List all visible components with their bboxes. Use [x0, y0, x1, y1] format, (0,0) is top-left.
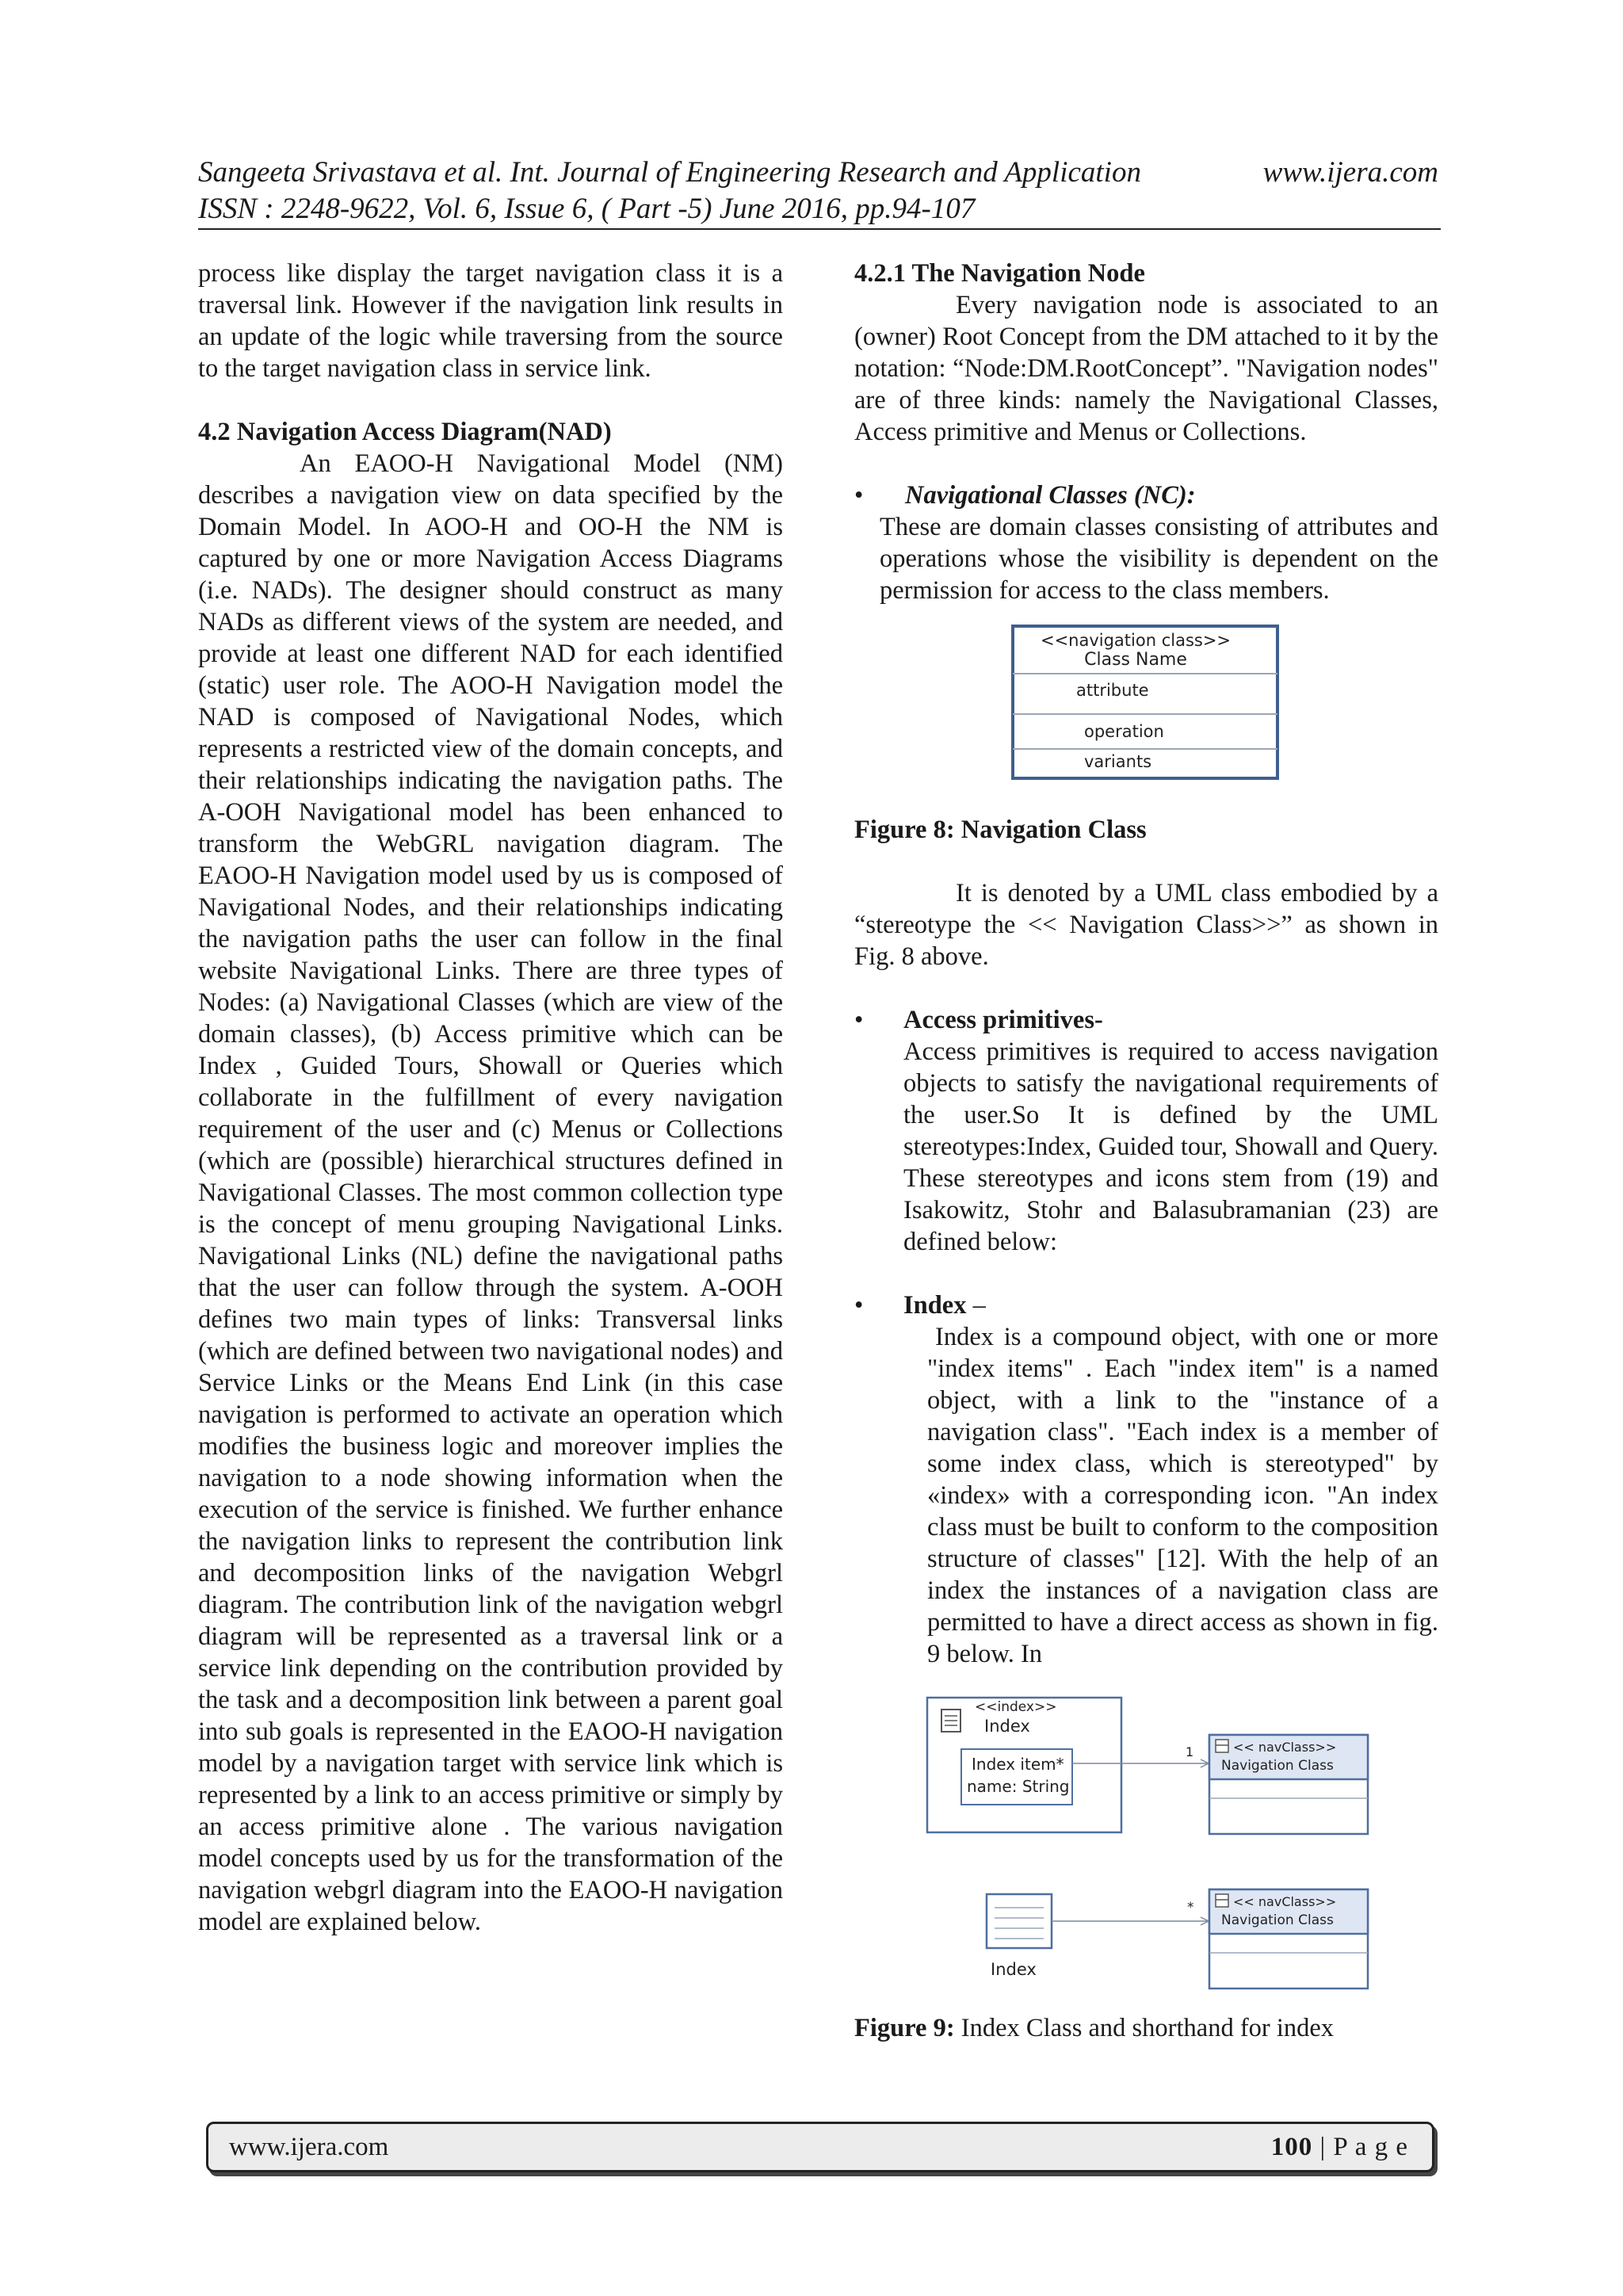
footer-page: [1271, 2133, 1408, 2162]
fig8-stereotype: <<navigation class>>: [1040, 631, 1232, 650]
nc-body: These are domain classes consisting of attributes and operations whose the visibility is dependent on the permission for access to the class members.: [880, 513, 1438, 605]
figure-9-caption-text: Index Class and shorthand for index: [954, 2014, 1335, 2042]
left-column: [198, 258, 783, 1938]
fig9-nav-stereotype-2: << navClass>>: [1233, 1894, 1337, 1909]
fig9-item-line1: Index item*: [972, 1755, 1064, 1774]
page-label: | P a g e: [1312, 2132, 1408, 2161]
page-number: 100: [1270, 2132, 1313, 2161]
fig8-attribute: attribute: [1076, 681, 1149, 700]
ap-title: Access primitives-: [903, 1006, 1103, 1034]
index-shorthand-icon: [987, 1894, 1052, 1948]
index-class-diagram: [854, 1686, 1438, 2012]
navigation-class-diagram: [854, 606, 1438, 814]
index-class-icon: [941, 1710, 960, 1732]
fig9-index-stereotype: <<index>>: [975, 1699, 1057, 1715]
bullet-icon: •: [854, 1291, 864, 1320]
list-item-navigational-classes: [854, 479, 1438, 511]
fig9-item-line2: name: String: [967, 1777, 1070, 1796]
index-body: Index is a compound object, with one or more "index items" . Each "index item" is a named object, with a link to the "instance of a navigation class". "Each index is a member of some index class, which is stereotyped" by «index» with a corresponding icon. "An index class must be built to conform to the composition structure of classes" [12]. With the help of an index the instances of a navigation class are permitted to have a direct access as shown in fig. 9 below. In: [927, 1323, 1438, 1668]
figure-8: [854, 606, 1438, 814]
header-rule: [198, 228, 1441, 230]
section-body: An EAOO-H Navigational Model (NM) describes a navigation view on data specified by the Domain Model. In AOO-H and OO-H the NM is captured by one or more Navigation Access Diagrams (i.e. NADs). The designer should construct as many NADs as different views of the system are needed, and provide at least one different NAD for each identified (static) user role. The AOO-H Navigation model the NAD is composed of Navigational Nodes, which represents a restricted view of the domain concepts, and their relationships indicating the navigation paths. The A-OOH Navigational model has been enhanced to transform the WebGRL navigation diagram. The EAOO-H Navigation model used by us is composed of Navigational Nodes, and their relationships indicating the navigation paths the user can follow in the final website Navigational Links. There are three types of Nodes: (a) Navigational Classes (which are view of the domain classes), (b) Access primitive which can be Index , Guided Tours, Showall or Queries which collaborate in the fulfillment of every navigation requirement of the user and (c) Menus or Collections (which are (possible) hierarchical structures defined in Navigational Classes. The most common collection type is the concept of menu grouping Navigational Links. Navigational Links (NL) define the navigational paths that the user can follow through the system. A-OOH defines two main types of links: Transversal links (which are defined between two navigational nodes) and Service Links or the Means End Link (in this case navigation is performed to activate an operation which modifies the business logic and moreover implies the navigation to a node showing information when the execution of the service is finished. We further enhance the navigation links to represent the contribution link and decomposition links of the navigation Webgrl diagram. The contribution link of the navigation webgrl diagram will be represented as a traversal link or a service link depending on the contribution provided by the task and a decomposition link between a parent goal into sub goals is represented in the EAOO-H navigation model by a navigation target with service link which is represented by a link to an access primitive or simply by an access primitive alone . The various navigation model concepts used by us for the transformation of the navigation webgrl diagram into the EAOO-H navigation model are explained below.: [198, 449, 783, 1936]
fig9-nav-stereotype: << navClass>>: [1233, 1740, 1337, 1755]
figure-8-caption: Figure 8: Navigation Class: [854, 816, 1147, 844]
page-footer: [206, 2122, 1434, 2172]
header-authors-journal: Sangeeta Srivastava et al. Int. Journal of Engineering Research and Application: [198, 156, 1141, 189]
fig9-shorthand-label: Index: [991, 1960, 1037, 1979]
figure-9-caption-label: Figure 9:: [854, 2014, 955, 2042]
subsection-heading: 4.2.1 The Navigation Node: [854, 259, 1145, 288]
index-dash: –: [966, 1291, 986, 1320]
figure-9-caption: [854, 2012, 1438, 2044]
fig8-variants: variants: [1084, 752, 1152, 771]
paragraph-continued: process like display the target navigation class it is a traversal link. However if the navigation link results in an update of the logic while traversing from the source to the target navigation class in service link.: [198, 259, 783, 383]
list-item-index: [854, 1289, 1438, 1670]
index-title: Index: [903, 1291, 967, 1320]
header-issn: ISSN : 2248-9622, Vol. 6, Issue 6, ( Part -5) June 2016, pp.94-107: [198, 193, 976, 225]
figure-9: [854, 1686, 1438, 2012]
ap-body: Access primitives is required to access navigation objects to satisfy the navigational requirements of the user.So It is defined by the UML stereotypes:Index, Guided tour, Showall and Query. These stereotypes and icons stem from (19) and Isakowitz, Stohr and Balasubramanian (23) are defined below:: [903, 1037, 1438, 1256]
bullet-icon: •: [854, 1006, 864, 1034]
bullet-icon: •: [854, 481, 864, 510]
fig9-nav-name-2: Navigation Class: [1221, 1912, 1334, 1928]
fig9-index-name: Index: [984, 1717, 1030, 1736]
fig9-multiplicity-many: *: [1187, 1900, 1194, 1916]
running-header: [198, 155, 1438, 227]
footer-website[interactable]: www.ijera.com: [229, 2132, 389, 2161]
nav-class-icon: [1216, 1740, 1228, 1752]
list-item-access-primitives: [854, 1004, 1438, 1258]
fig8-class-name: Class Name: [1084, 650, 1187, 670]
fig9-nav-name: Navigation Class: [1221, 1758, 1334, 1774]
section-heading: 4.2 Navigation Access Diagram(NAD): [198, 418, 612, 446]
nav-class-icon: [1216, 1894, 1228, 1907]
nc-title: Navigational Classes (NC):: [905, 481, 1196, 510]
fig8-operation: operation: [1084, 722, 1164, 741]
fig9-multiplicity-one: 1: [1186, 1744, 1194, 1759]
header-website[interactable]: www.ijera.com: [1262, 156, 1438, 189]
right-column: [854, 258, 1438, 2044]
subsection-body: Every navigation node is associated to an (owner) Root Concept from the DM attached to it by the notation: “Node:DM.RootConcept”. "Navigation nodes" are of three kinds: namely the Navigational Classes, Access primitive and Menus or Collections.: [854, 291, 1438, 446]
figure-8-description: It is denoted by a UML class embodied by a “stereotype the << Navigation Class>>” as shown in Fig. 8 above.: [854, 879, 1438, 971]
